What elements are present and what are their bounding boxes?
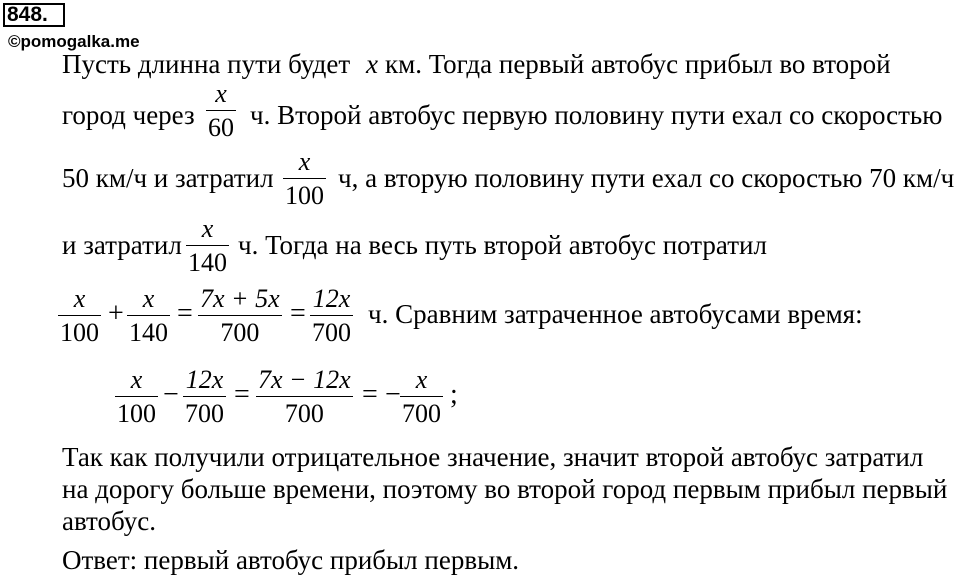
- fraction-denominator: 700: [312, 318, 351, 347]
- conclusion-line-2: на дорогу больше времени, поэтому во второй город первым прибыл первый: [62, 474, 948, 504]
- text-line-5: ч. Сравним затраченное автобусами время:: [368, 299, 863, 329]
- fraction-denominator: 100: [60, 318, 99, 347]
- fraction-bar: [183, 396, 226, 397]
- text-line-2a: город через: [62, 100, 195, 130]
- fraction-x-over-60: [206, 80, 236, 142]
- fraction-denominator: 100: [117, 399, 156, 428]
- fraction-numerator: x: [298, 147, 311, 176]
- text-line-4a: и затратил: [62, 230, 182, 260]
- text-line-4b: ч. Тогда на весь путь второй автобус потратил: [238, 230, 767, 260]
- minus-sign: −: [163, 379, 179, 410]
- eq2-term-x-over-700: [400, 366, 443, 428]
- fraction-numerator: x: [201, 214, 214, 243]
- fraction-bar: [186, 245, 229, 246]
- semicolon: ;: [450, 379, 458, 410]
- fraction-x-over-100: [283, 148, 326, 210]
- text-line-1b: км. Тогда первый автобус прибыл во второй: [385, 49, 891, 79]
- eq1-term-x-over-140: [127, 285, 170, 347]
- text-line-3a: 50 км/ч и затратил: [62, 163, 274, 193]
- fraction-numerator: x: [142, 284, 155, 313]
- fraction-denominator: 140: [129, 318, 168, 347]
- fraction-numerator: 7x − 12x: [258, 365, 351, 394]
- fraction-bar: [310, 315, 353, 316]
- plus-sign: +: [108, 298, 124, 329]
- fraction-numerator: x: [215, 79, 227, 108]
- fraction-numerator: x: [130, 365, 143, 394]
- eq2-term-x-over-100: [115, 366, 158, 428]
- fraction-numerator: 12x: [312, 284, 351, 313]
- fraction-bar: [283, 178, 326, 179]
- conclusion-line-3: автобус.: [62, 506, 156, 536]
- fraction-numerator: 7x + 5x: [200, 284, 280, 313]
- eq2-term-12x-over-700: [183, 366, 226, 428]
- fraction-denominator: 140: [188, 248, 227, 277]
- fraction-denominator: 700: [220, 318, 260, 347]
- equals-sign: =: [177, 298, 193, 329]
- fraction-bar: [206, 110, 236, 111]
- equals-sign: =: [234, 379, 250, 410]
- conclusion-line-1: Так как получили отрицательное значение, значит второй автобус затратил: [62, 442, 924, 472]
- fraction-bar: [115, 396, 158, 397]
- fraction-denominator: 700: [185, 399, 224, 428]
- watermark-text: ©pomogalka.me: [8, 32, 140, 51]
- text-line-2b: ч. Второй автобус первую половину пути ехал со скоростью: [250, 100, 943, 130]
- fraction-bar: [198, 315, 282, 316]
- fraction-denominator: 100: [285, 181, 324, 210]
- text-line-1a: Пусть длинна пути будет: [62, 49, 351, 79]
- variable-x: x: [366, 49, 378, 79]
- eq1-term-12x-over-700: [310, 285, 353, 347]
- negative-sign: −: [385, 379, 401, 410]
- fraction-denominator: 700: [284, 399, 324, 428]
- fraction-bar: [58, 315, 101, 316]
- fraction-numerator: 12x: [185, 365, 224, 394]
- problem-number: 848.: [3, 3, 65, 27]
- fraction-x-over-140: [186, 215, 229, 277]
- fraction-bar: [400, 396, 443, 397]
- fraction-numerator: x: [415, 365, 428, 394]
- fraction-denominator: 60: [208, 113, 234, 142]
- fraction-numerator: x: [73, 284, 86, 313]
- eq2-term-diff-over-700: [256, 366, 353, 428]
- fraction-denominator: 700: [402, 399, 441, 428]
- answer-line: Ответ: первый автобус прибыл первым.: [62, 545, 520, 575]
- equals-sign: =: [362, 379, 378, 410]
- text-line-3b: ч, а вторую половину пути ехал со скоростью 70 км/ч: [338, 163, 955, 193]
- fraction-bar: [127, 315, 170, 316]
- eq1-term-sum-over-700: [198, 285, 282, 347]
- equals-sign: =: [290, 298, 306, 329]
- eq1-term-x-over-100: [58, 285, 101, 347]
- fraction-bar: [256, 396, 353, 397]
